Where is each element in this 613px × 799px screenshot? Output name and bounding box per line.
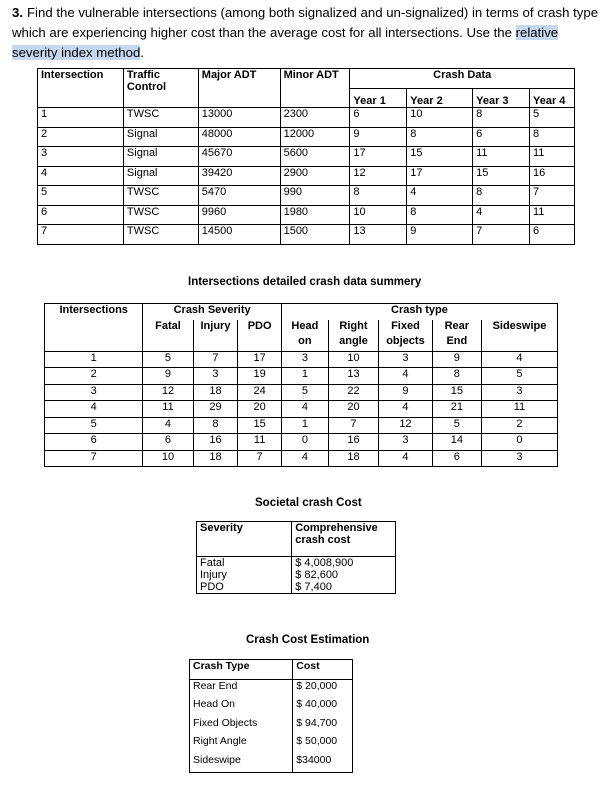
cell-year-4: 6 bbox=[530, 225, 575, 245]
cell-year-2: 4 bbox=[407, 186, 473, 206]
crash-summary-table bbox=[44, 303, 558, 467]
table-row bbox=[38, 186, 575, 206]
table-row bbox=[45, 351, 558, 368]
cell-fatal: 4 bbox=[143, 417, 193, 434]
header-major-adt: Major ADT bbox=[198, 69, 280, 108]
cell-fixed-objects: 3 bbox=[379, 351, 433, 368]
cell-fatal: 9 bbox=[143, 368, 193, 385]
cell-year-2: 9 bbox=[407, 225, 473, 245]
severity-fatal: Fatal bbox=[200, 557, 225, 569]
header-year-2: Year 2 bbox=[407, 88, 473, 108]
table-row bbox=[45, 434, 558, 451]
cell-minor-adt: 1500 bbox=[280, 225, 350, 245]
cost-fatal: $ 4,008,900 bbox=[295, 557, 354, 569]
cell-intersection: 6 bbox=[38, 205, 124, 225]
cell-intersection: 1 bbox=[45, 351, 143, 368]
cell-intersection: 2 bbox=[45, 368, 143, 385]
cell-right-angle: 22 bbox=[328, 384, 378, 401]
cell-head-on: 1 bbox=[281, 417, 328, 434]
cell-intersection: 5 bbox=[38, 186, 124, 206]
cell-minor-adt: 990 bbox=[280, 186, 350, 206]
cell-year-1: 13 bbox=[350, 225, 407, 245]
cell-fixed-objects: 4 bbox=[379, 368, 433, 385]
cell-year-2: 10 bbox=[407, 108, 473, 128]
header-year-1: Year 1 bbox=[350, 88, 407, 108]
cell-traffic-control: TWSC bbox=[123, 225, 198, 245]
crash-cost-rows bbox=[190, 679, 353, 773]
cell-year-4: 5 bbox=[530, 108, 575, 128]
cell-intersection: 4 bbox=[38, 166, 124, 186]
table-row bbox=[45, 401, 558, 418]
crash-summary-rows bbox=[45, 351, 558, 467]
cell-pdo: 17 bbox=[238, 351, 282, 368]
header-crash-type: Crash type bbox=[281, 304, 557, 320]
cell-fixed-objects: 9 bbox=[379, 384, 433, 401]
cell-intersection: 4 bbox=[45, 401, 143, 418]
cell-rear-end: 15 bbox=[432, 384, 481, 401]
societal-cost-table bbox=[196, 521, 396, 594]
table-row bbox=[45, 417, 558, 434]
header-crash-type: Crash Type bbox=[190, 660, 293, 680]
cell-year-3: 11 bbox=[473, 147, 530, 167]
cell-pdo: 20 bbox=[238, 401, 282, 418]
cell-sideswipe: 2 bbox=[481, 417, 557, 434]
cell-major-adt: 39420 bbox=[198, 166, 280, 186]
cell-intersection: 5 bbox=[45, 417, 143, 434]
cost-pdo: $ 7,400 bbox=[295, 581, 332, 593]
table-row bbox=[45, 384, 558, 401]
table-row bbox=[38, 127, 575, 147]
cell-crash-type: Sideswipe bbox=[190, 754, 293, 773]
cell-head-on: 5 bbox=[281, 384, 328, 401]
cell-year-2: 17 bbox=[407, 166, 473, 186]
intersection-data-rows bbox=[38, 108, 575, 245]
cell-intersection: 3 bbox=[45, 384, 143, 401]
cell-fatal: 5 bbox=[143, 351, 193, 368]
header-crash-severity: Crash Severity bbox=[143, 304, 282, 320]
summary-table-caption: Intersections detailed crash data summery bbox=[188, 276, 422, 288]
table-row bbox=[38, 205, 575, 225]
cell-rear-end: 21 bbox=[432, 401, 481, 418]
cell-fixed-objects: 3 bbox=[379, 434, 433, 451]
cell-year-3: 8 bbox=[473, 186, 530, 206]
cell-head-on: 4 bbox=[281, 450, 328, 467]
cell-intersection: 7 bbox=[38, 225, 124, 245]
cell-year-2: 8 bbox=[407, 205, 473, 225]
cell-sideswipe: 11 bbox=[481, 401, 557, 418]
question-body: Find the vulnerable intersections (among both signalized and un-signalized) in terms of crash type which are experiencing higher cost than the average cost for all intersections. Use the bbox=[12, 5, 599, 40]
cell-fixed-objects: 12 bbox=[379, 417, 433, 434]
table-row bbox=[45, 450, 558, 467]
cell-injury: 3 bbox=[193, 368, 238, 385]
cell-year-1: 17 bbox=[350, 147, 407, 167]
severity-pdo: PDO bbox=[200, 581, 224, 593]
cell-year-4: 11 bbox=[530, 147, 575, 167]
cell-rear-end: 6 bbox=[432, 450, 481, 467]
cell-fatal: 10 bbox=[143, 450, 193, 467]
cell-major-adt: 9960 bbox=[198, 205, 280, 225]
header-rear-end-line1: Rear bbox=[432, 320, 481, 336]
header-right-angle-line2: angle bbox=[328, 335, 378, 351]
header-head-on-line1: Head bbox=[281, 320, 328, 336]
cell-year-3: 6 bbox=[473, 127, 530, 147]
cell-intersection: 7 bbox=[45, 450, 143, 467]
cell-pdo: 7 bbox=[238, 450, 282, 467]
cell-year-1: 12 bbox=[350, 166, 407, 186]
cell-pdo: 11 bbox=[238, 434, 282, 451]
question-text bbox=[12, 3, 604, 63]
cell-year-1: 9 bbox=[350, 127, 407, 147]
table-row bbox=[190, 698, 353, 717]
cell-crash-type: Fixed Objects bbox=[190, 717, 293, 736]
cost-list bbox=[292, 557, 396, 594]
severity-list bbox=[197, 557, 292, 594]
header-traffic-control: Traffic Control bbox=[123, 69, 198, 108]
cell-year-3: 8 bbox=[473, 108, 530, 128]
cell-injury: 8 bbox=[193, 417, 238, 434]
cell-traffic-control: Signal bbox=[123, 166, 198, 186]
cell-cost: $34000 bbox=[293, 754, 353, 773]
cell-pdo: 19 bbox=[238, 368, 282, 385]
cell-fixed-objects: 4 bbox=[379, 450, 433, 467]
cell-injury: 29 bbox=[193, 401, 238, 418]
cell-major-adt: 45670 bbox=[198, 147, 280, 167]
question-number: 3. bbox=[12, 5, 23, 20]
header-comprehensive-cost: Comprehensive crash cost bbox=[292, 522, 396, 557]
cell-year-3: 15 bbox=[473, 166, 530, 186]
cell-year-4: 7 bbox=[530, 186, 575, 206]
cell-fixed-objects: 4 bbox=[379, 401, 433, 418]
table-row bbox=[190, 679, 353, 698]
cell-head-on: 1 bbox=[281, 368, 328, 385]
header-rear-end-line2: End bbox=[432, 335, 481, 351]
header-head-on-line2: on bbox=[281, 335, 328, 351]
cell-year-2: 15 bbox=[407, 147, 473, 167]
cell-sideswipe: 0 bbox=[481, 434, 557, 451]
cell-right-angle: 10 bbox=[328, 351, 378, 368]
header-right-angle-line1: Right bbox=[328, 320, 378, 336]
cell-traffic-control: TWSC bbox=[123, 108, 198, 128]
societal-cost-caption: Societal crash Cost bbox=[255, 497, 362, 509]
cell-sideswipe: 3 bbox=[481, 384, 557, 401]
cell-major-adt: 5470 bbox=[198, 186, 280, 206]
table-row bbox=[190, 754, 353, 773]
cell-year-1: 10 bbox=[350, 205, 407, 225]
cell-rear-end: 5 bbox=[432, 417, 481, 434]
crash-cost-table bbox=[189, 659, 353, 773]
cell-year-1: 6 bbox=[350, 108, 407, 128]
cell-intersection: 1 bbox=[38, 108, 124, 128]
cell-intersection: 6 bbox=[45, 434, 143, 451]
cell-year-4: 8 bbox=[530, 127, 575, 147]
cell-year-1: 8 bbox=[350, 186, 407, 206]
cell-minor-adt: 2900 bbox=[280, 166, 350, 186]
header-intersections: Intersections bbox=[45, 304, 143, 352]
cell-right-angle: 7 bbox=[328, 417, 378, 434]
table-row bbox=[45, 368, 558, 385]
cell-traffic-control: Signal bbox=[123, 147, 198, 167]
cell-sideswipe: 5 bbox=[481, 368, 557, 385]
table-row bbox=[38, 225, 575, 245]
cell-intersection: 3 bbox=[38, 147, 124, 167]
intersection-data-table bbox=[37, 68, 575, 245]
cell-minor-adt: 2300 bbox=[280, 108, 350, 128]
cell-cost: $ 20,000 bbox=[293, 679, 353, 698]
cell-injury: 18 bbox=[193, 384, 238, 401]
table-row bbox=[38, 147, 575, 167]
table-row bbox=[190, 735, 353, 754]
cell-right-angle: 13 bbox=[328, 368, 378, 385]
question-end: . bbox=[140, 45, 144, 60]
cell-minor-adt: 1980 bbox=[280, 205, 350, 225]
cost-injury: $ 82,600 bbox=[295, 569, 339, 581]
cell-intersection: 2 bbox=[38, 127, 124, 147]
cell-major-adt: 14500 bbox=[198, 225, 280, 245]
cell-major-adt: 48000 bbox=[198, 127, 280, 147]
header-year-4: Year 4 bbox=[530, 88, 575, 108]
cell-injury: 16 bbox=[193, 434, 238, 451]
severity-injury: Injury bbox=[200, 569, 227, 581]
highlighted-method: relative severity index method bbox=[12, 25, 559, 60]
table-row bbox=[38, 108, 575, 128]
cell-crash-type: Right Angle bbox=[190, 735, 293, 754]
cell-minor-adt: 12000 bbox=[280, 127, 350, 147]
header-intersection: Intersection bbox=[38, 69, 124, 108]
header-fixed-objects-line2: objects bbox=[379, 335, 433, 351]
cell-cost: $ 50,000 bbox=[293, 735, 353, 754]
cell-head-on: 3 bbox=[281, 351, 328, 368]
cell-traffic-control: Signal bbox=[123, 127, 198, 147]
header-crash-data: Crash Data bbox=[350, 69, 575, 89]
cell-injury: 7 bbox=[193, 351, 238, 368]
header-cost: Cost bbox=[293, 660, 353, 680]
cell-injury: 18 bbox=[193, 450, 238, 467]
header-sideswipe: Sideswipe bbox=[481, 320, 557, 352]
header-injury: Injury bbox=[193, 320, 238, 352]
cell-sideswipe: 3 bbox=[481, 450, 557, 467]
cell-year-2: 8 bbox=[407, 127, 473, 147]
header-year-3: Year 3 bbox=[473, 88, 530, 108]
cell-head-on: 0 bbox=[281, 434, 328, 451]
header-fixed-objects-line1: Fixed bbox=[379, 320, 433, 336]
header-minor-adt: Minor ADT bbox=[280, 69, 350, 108]
cell-year-4: 16 bbox=[530, 166, 575, 186]
table-row bbox=[190, 717, 353, 736]
cost-estimation-caption: Crash Cost Estimation bbox=[246, 634, 370, 646]
cell-traffic-control: TWSC bbox=[123, 186, 198, 206]
cell-fatal: 12 bbox=[143, 384, 193, 401]
cell-fatal: 6 bbox=[143, 434, 193, 451]
cell-minor-adt: 5600 bbox=[280, 147, 350, 167]
cell-pdo: 24 bbox=[238, 384, 282, 401]
header-pdo: PDO bbox=[238, 320, 282, 352]
cell-sideswipe: 4 bbox=[481, 351, 557, 368]
cell-right-angle: 16 bbox=[328, 434, 378, 451]
cell-crash-type: Rear End bbox=[190, 679, 293, 698]
cell-year-3: 4 bbox=[473, 205, 530, 225]
table-row bbox=[38, 166, 575, 186]
cell-year-4: 11 bbox=[530, 205, 575, 225]
cell-pdo: 15 bbox=[238, 417, 282, 434]
cell-rear-end: 14 bbox=[432, 434, 481, 451]
cell-major-adt: 13000 bbox=[198, 108, 280, 128]
cell-rear-end: 8 bbox=[432, 368, 481, 385]
cell-rear-end: 9 bbox=[432, 351, 481, 368]
cell-fatal: 11 bbox=[143, 401, 193, 418]
cell-cost: $ 40,000 bbox=[293, 698, 353, 717]
cell-cost: $ 94,700 bbox=[293, 717, 353, 736]
cell-head-on: 4 bbox=[281, 401, 328, 418]
cell-crash-type: Head On bbox=[190, 698, 293, 717]
cell-traffic-control: TWSC bbox=[123, 205, 198, 225]
header-fatal: Fatal bbox=[143, 320, 193, 352]
cell-year-3: 7 bbox=[473, 225, 530, 245]
cell-right-angle: 18 bbox=[328, 450, 378, 467]
cell-right-angle: 20 bbox=[328, 401, 378, 418]
header-severity: Severity bbox=[197, 522, 292, 557]
